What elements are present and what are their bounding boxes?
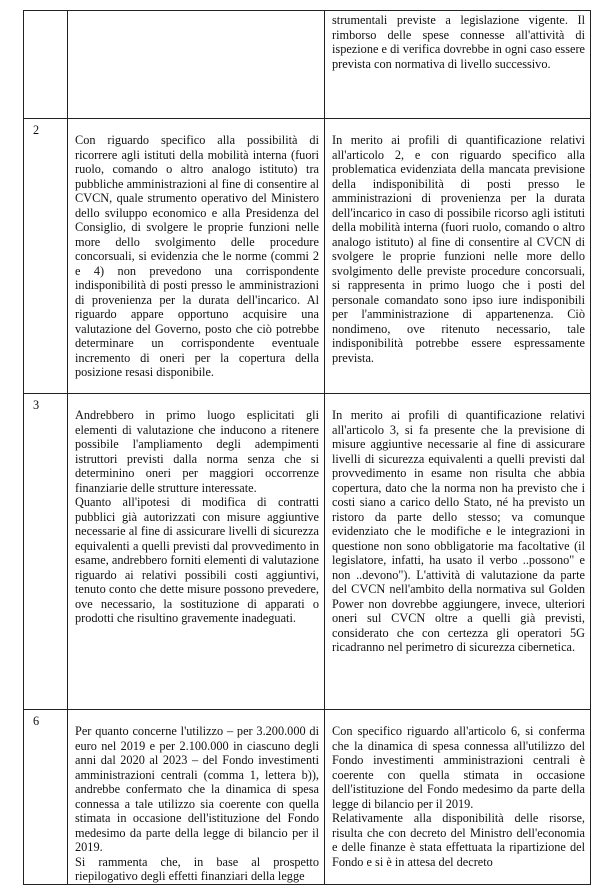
observation-cell xyxy=(68,119,325,394)
observation-cell xyxy=(68,710,325,885)
table-row xyxy=(24,119,591,394)
government-response-cell xyxy=(325,710,591,885)
response-paragraph: Relativamente alla disponibilità delle risorse, risulta che con decreto del Ministro dell'economia e delle finanze è stata effettuata la ripartizione del Fondo e si è in attesa del decreto xyxy=(332,811,585,869)
observation-cell xyxy=(68,394,325,710)
comparison-table xyxy=(23,10,591,885)
observation-paragraph: Con riguardo specifico alla possibilità di ricorrere agli istituti della mobilità interna (fuori ruolo, comando o altro analogo istituto) tra pubbliche amministrazioni al fine di consentire al CVCN, quale strumento operativo del Ministero dello sviluppo economico e alla Presidenza del Consiglio, di svolgere le proprie funzioni nelle more dello svolgimento delle procedure concorsuali, si evidenzia che le norme (commi 2 e 4) non prevedono una corrispondente indisponibilità di posti presso le amministrazioni di provenienza per la durata dell'incarico. Al riguardo appare opportuno acquisire una valutazione del Governo, posto che ciò potrebbe determinare un corrispondente eventuale incremento di oneri per la copertura della posizione resasi disponibile. xyxy=(75,133,319,379)
article-number: 2 xyxy=(24,119,68,394)
table-row xyxy=(24,11,591,119)
document-page xyxy=(23,10,590,883)
article-number: 3 xyxy=(24,394,68,710)
table-row xyxy=(24,394,591,710)
response-paragraph: In merito ai profili di quantificazione relativi all'articolo 2, e con riguardo specifico alla problematica evidenziata della mancata previsione della indisponibilità di posti presso le amministrazioni di provenienza per la durata dell'incarico in caso di possibile ricorso agli istituti della mobilità interna (fuori ruolo, comando o altro analogo istituto) al fine di consentire al CVCN di svolgere le proprie funzioni nelle more dello svolgimento delle previste procedure concorsuali, si rappresenta in primo luogo che i posti del personale comandato sono ipso iure indisponibili per l'amministrazione di appartenenza. Ciò nondimeno, ove ritenuto necessario, tale indisponibilità potrebbe essere espressamente prevista. xyxy=(332,133,585,365)
response-paragraph: Con specifico riguardo all'articolo 6, si conferma che la dinamica di spesa connessa all'utilizzo del Fondo investimenti amministrazioni centrali è coerente con quella stimata in occasione dell'istituzione del Fondo medesimo da parte della legge di bilancio per il 2019. xyxy=(332,724,585,811)
table-row xyxy=(24,710,591,885)
observation-paragraph: Si rammenta che, in base al prospetto riepilogativo degli effetti finanziari della legge xyxy=(75,854,319,883)
government-response-cell xyxy=(325,394,591,710)
response-paragraph: In merito ai profili di quantificazione relativi all'articolo 3, si fa presente che la previsione di misure aggiuntive necessarie al fine di assicurare livelli di sicurezza equivalenti a quelli previsti dal provvedimento in esame non risulta che abbia copertura, dato che la norma non ha previsto che i costi siano a carico dello Stato, né ha previsto un ristoro da parte dello stesso; va comunque evidenziato che le modifiche e le integrazioni in questione non sono obbligatorie ma facoltative (il legislatore, infatti, ha usato il verbo ..possono" e non ..devono"). L'attività di valutazione da parte del CVCN nell'ambito della normativa sul Golden Power non dovrebbe aggiungere, invece, ulteriori oneri sul CVCN oltre a quelli già previsti, considerato che con certezza gli operatori 5G ricadranno nel perimetro di sicurezza cibernetica. xyxy=(332,408,585,654)
government-response-cell xyxy=(325,11,591,119)
response-paragraph: strumentali previste a legislazione vigente. Il rimborso delle spese connesse all'attività di ispezione e di verifica dovrebbe in ogni caso essere prevista con normativa di livello successivo. xyxy=(332,13,585,71)
observation-paragraph: Per quanto concerne l'utilizzo – per 3.200.000 di euro nel 2019 e per 2.100.000 in ciascuno degli anni dal 2020 al 2023 – del Fondo investimenti amministrazioni centrali (comma 1, lettera b)), andrebbe confermato che la dinamica di spesa connessa a tale utilizzo sia coerente con quella stimata in occasione dell'istituzione del Fondo medesimo da parte della legge di bilancio per il 2019. xyxy=(75,724,319,854)
article-number xyxy=(24,11,68,119)
observation-paragraph: Andrebbero in primo luogo esplicitati gli elementi di valutazione che inducono a ritenere possibile l'ampliamento degli adempimenti istruttori previsti dalla norma senza che si determinino oneri per maggiori occorrenze finanziarie delle strutture interessate. xyxy=(75,408,319,495)
government-response-cell xyxy=(325,119,591,394)
article-number: 6 xyxy=(24,710,68,885)
observation-paragraph: Quanto all'ipotesi di modifica di contratti pubblici già autorizzati con misure aggiuntive necessarie al fine di assicurare livelli di sicurezza equivalenti a quelli previsti dal provvedimento in esame, andrebbero forniti elementi di valutazione riguardo ai relativi possibili costi aggiuntivi, tenuto conto che dette misure possono prevedere, ove necessario, la sostituzione di apparati o prodotti che risultino gravemente inadeguati. xyxy=(75,495,319,625)
observation-cell xyxy=(68,11,325,119)
